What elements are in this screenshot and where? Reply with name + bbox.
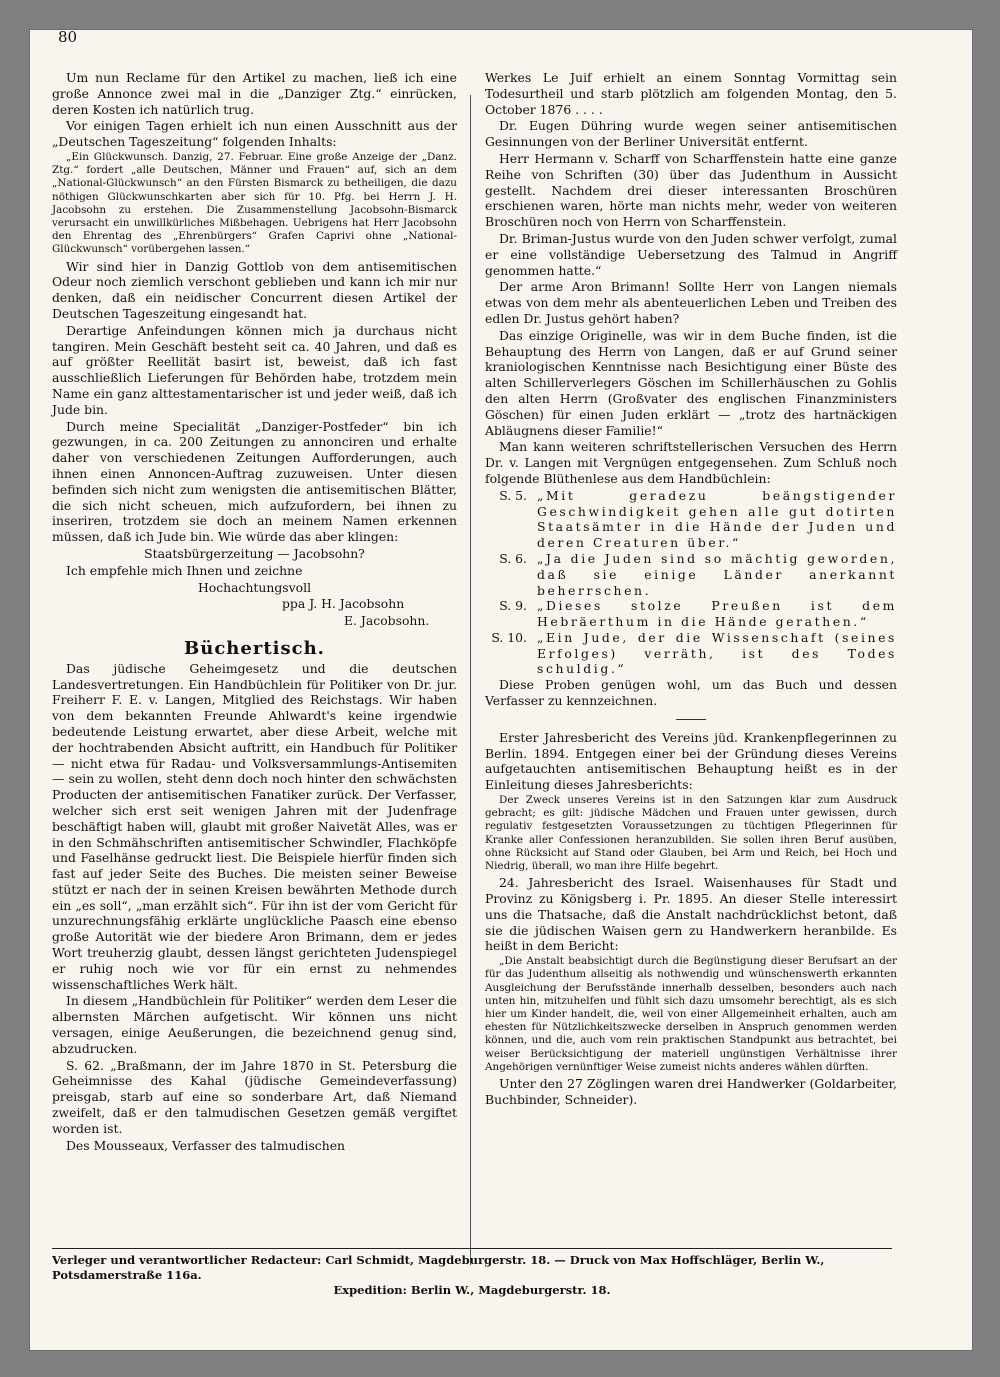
paragraph: Herr Hermann v. Scharff von Scharffenstein hatte eine ganze Reihe von Schriften (30) über das Judenthum in Aussicht gestellt. Nachdem drei dieser interessanten Broschüren erschienen waren, hörte man nichts mehr, weder von weiteren Broschüren noch von Herrn von Scharffenstein. [485, 150, 897, 230]
page-number: 80 [58, 28, 78, 46]
citation-text: „Dieses stolze Preußen ist dem Hebräerthum in die Hände gerathen.“ [537, 598, 897, 630]
paragraph: Das einzige Originelle, was wir in dem Buche finden, ist die Behauptung des Herrn von Langen, daß er auf Grund seiner kraniologischen Kenntnisse nach Besichtigung einer Büste des alten Schillerverlegers Göschen im Schillerhäuschen zu Gohlis den alten Herrn (Großvater des englischen Finanzministers Göschen) für einen Juden erklärt — „trotz des hartnäckigen Abläugnens dieser Familie!“ [485, 327, 897, 438]
paragraph: Vor einigen Tagen erhielt ich nun einen Ausschnitt aus der „Deutschen Tageszeitung“ folgenden Inhalts: [52, 118, 457, 150]
signature: ppa J. H. Jacobsohn [282, 596, 405, 612]
signature: E. Jacobsohn. [344, 613, 430, 629]
citation-label: S. 5. [499, 487, 527, 503]
paragraph: Wir sind hier in Danzig Gottlob von dem antisemitischen Odeur noch ziemlich verschont geblieben und kann ich mir nur denken, daß ein neidischer Concurrent diesen Artikel der Deutschen Tageszeitung eingesandt hat. [52, 258, 457, 321]
paragraph: In diesem „Handbüchlein für Politiker“ werden dem Leser die albernsten Märchen aufgetischt. Wir können uns nicht versagen, einige Aeußerungen, die bezeichnend genug sind, abzudrucken. [52, 993, 457, 1056]
paragraph: 24. Jahresbericht des Israel. Waisenhauses für Stadt und Provinz zu Königsberg i. Pr. 1895. An dieser Stelle interessirt uns die Thatsache, daß die Anstalt nachdrücklichst betont, daß sie die jüdischen Waisen gern zu Handwerkern heranbilde. Es heißt in dem Bericht: [485, 875, 897, 954]
quoted-excerpt: „Die Anstalt beabsichtigt durch die Begünstigung dieser Berufsart an der für das Judenthum allseitig als nothwendig und wünschenswerth erkannten Ausgleichung der Berufsstände innerhalb desselben, besonders auch nach unten hin, mitzuhelfen und fühlt sich dazu umsomehr berechtigt, als es sich hier um Kinder handelt, die, weil von einer Allgemeinheit erhalten, auch am ehesten für Nützlichkeitszwecke derselben in Anspruch genommen werden können, und die, auch vom rein praktischen Standpunkt aus betrachtet, bei weiser Berücksichtigung der materiell ungünstigen Verhältnisse ihrer Angehörigen vernünftiger Weise zumeist nichts anderes wählen dürften. [485, 955, 897, 1073]
imprint-footer [52, 1248, 892, 1298]
citation-item [485, 551, 897, 598]
citation-text: „Mit geradezu beängstigender Geschwindigkeit gehen alle gut dotirten Staatsämter in die Hände der Juden und deren Creaturen über.“ [537, 487, 897, 551]
paragraph: Diese Proben genügen wohl, um das Buch und dessen Verfasser zu kennzeichnen. [485, 677, 897, 709]
citation-item [485, 488, 897, 551]
citation-label: S. 9. [499, 598, 527, 614]
quoted-excerpt: „Ein Glückwunsch. Danzig, 27. Februar. Eine große Anzeige der „Danz. Ztg.“ fordert „alle Deutschen, Männer und Frauen“ auf, sich an dem „National-Glückwunsch“ an den Fürsten Bismarck zu betheiligen, die dazu nöthigen Glückwunschkarten aber sich für 10. Pfg. bei Herrn J. H. Jacobsohn zu erstehen. Die Zusammenstellung Jacobsohn-Bismarck verursacht ein unwillkürliches Mißbehagen. Uebrigens hat Herr Jacobsohn den Ehrentag des „Ehrenbürgers“ Grafen Caprivi ohne „National-Glückwunsch“ vorübergehen lassen.“ [52, 150, 457, 256]
citation-item [485, 598, 897, 630]
paragraph: Durch meine Specialität „Danziger-Postfeder“ bin ich gezwungen, in ca. 200 Zeitungen zu annonciren und erhalte daher von verschiedenen Zeitungen Aufforderungen, auch ihnen einen Annoncen-Auftrag zuzuweisen. Unter diesen befinden sich nicht zum wenigsten die antisemitischen Blätter, die sich nicht scheuen, mich aufzufordern, bei ihnen zu inseriren, trotzdem sie doch an meinem Namen erkennen müssen, daß ich Jude bin. Wie würde das aber klingen: [52, 418, 457, 545]
paragraph: Werkes Le Juif erhielt an einem Sonntag Vormittag sein Todesurtheil und starb plötzlich am folgenden Montag, den 5. October 1876 . . . . [485, 70, 897, 117]
paragraph: S. 62. „Braßmann, der im Jahre 1870 in St. Petersburg die Geheimnisse des Kahal (jüdische Gemeindeverfassung) preisgab, starb auf eine so sonderbare Art, daß Niemand zweifelt, daß er den talmudischen Gesetzen gemäß vergiftet worden ist. [52, 1057, 457, 1136]
closing-line: Hochachtungsvoll [197, 579, 312, 595]
citation-text: „Ja die Juden sind so mächtig geworden, daß sie einige Länder anerkannt beherrschen. [537, 550, 897, 598]
section-heading: Büchertisch. [184, 637, 325, 659]
paragraph: Unter den 27 Zöglingen waren drei Handwerker (Goldarbeiter, Buchbinder, Schneider). [485, 1076, 897, 1107]
citation-label: S. 10. [491, 629, 527, 645]
citation-item [485, 630, 897, 677]
left-column [52, 70, 457, 1154]
paragraph: Der arme Aron Brimann! Sollte Herr von Langen niemals etwas von dem mehr als abenteuerlichen Leben und Treiben des edlen Dr. Justus gehört haben? [485, 279, 897, 326]
paragraph: Man kann weiteren schriftstellerischen Versuchen des Herrn Dr. v. Langen mit Vergnügen entgegensehen. Zum Schluß noch folgende Blüthenlese aus dem Handbüchlein: [485, 439, 897, 486]
paragraph: Erster Jahresbericht des Vereins jüd. Krankenpflegerinnen zu Berlin. 1894. Entgegen einer bei der Gründung dieses Vereins aufgetauchten antisemitischen Behauptung heißt es in der Einleitung dieses Jahresberichts: [485, 729, 897, 793]
paragraph: Dr. Eugen Dühring wurde wegen seiner antisemitischen Gesinnungen von der Berliner Universität entfernt. [485, 118, 897, 150]
closing-line: Staatsbürgerzeitung — Jacobsohn? [144, 545, 365, 561]
section-rule [676, 719, 706, 720]
citation-text: „Ein Jude, der die Wissenschaft (seines Erfolges) verräth, ist des Todes schuldig.“ [537, 629, 897, 677]
imprint-line: Verleger und verantwortlicher Redacteur: Carl Schmidt, Magdeburgerstr. 18. — Druck von Max Hoffschläger, Berlin W., Potsdamerstraße 116a. [52, 1253, 825, 1282]
right-column [485, 70, 897, 1109]
citation-label: S. 6. [499, 550, 527, 566]
paragraph: Dr. Briman-Justus wurde von den Juden schwer verfolgt, zumal er eine vollständige Uebersetzung des Talmud in Angriff genommen hatte.“ [485, 230, 897, 278]
quoted-excerpt: Der Zweck unseres Vereins ist in den Satzungen klar zum Ausdruck gebracht; es gilt: jüdische Mädchen und Frauen unter gewissen, durch regulativ festgesetzten Voraussetzungen zu tüchtigen Pflegerinnen für Kranke aller Confessionen heranzubilden. Sie sollen ihren Beruf ausüben, ohne Rücksicht auf Stand oder Glauben, bei Arm und Reich, bei Hoch und Niedrig, überall, wo man ihre Hilfe begehrt. [485, 794, 897, 873]
paragraph: Derartige Anfeindungen können mich ja durchaus nicht tangiren. Mein Geschäft besteht seit ca. 40 Jahren, und daß es auf größter Reellität basirt ist, beweist, daß ich fast ausschließlich Lieferungen für Behörden habe, trotzdem mein Name ein ganz alttestamentarischer ist und jeder weiß, daß ich Jude bin. [52, 322, 457, 417]
paragraph: Um nun Reclame für den Artikel zu machen, ließ ich eine große Annonce zwei mal in die „Danziger Ztg.“ einrücken, deren Kosten ich natürlich trug. [52, 70, 457, 117]
review-paragraph: Das jüdische Geheimgesetz und die deutschen Landesvertretungen. Ein Handbüchlein für Politiker von Dr. jur. Freiherr F. E. v. Langen, Mitglied des Reichstags. Wir haben von dem bekannten Freunde Ahlwardt's keine irgendwie bedeutende Leistung erwartet, aber diese Arbeit, welche mit der hochtrabenden Absicht auftritt, ein Handbuch für Politiker — nicht etwa für Radau- und Volksversammlungs-Antisemiten — sein zu wollen, steht denn doch noch hinter den schwächsten Producten der antisemitischen Fanatiker zurück. Der Verfasser, welcher sich erst seit wenigen Jahren mit der Judenfrage beschäftigt haben will, glaubt mit großer Naivetät Alles, was er in den Schmähschriften antisemitischer Schwindler, Flachköpfe und Faselhänse gedruckt liest. Die Beispiele hierfür finden sich fast auf jeder Seite des Buches. Die meisten seiner Beweise stützt er nach der in seinen Kreisen bewährten Methode durch ein „es soll“, „man erzählt sich“. Für ihn ist der vom Gericht für unzurechnungsfähig erklärte unglückliche Paasch eine ebenso große Autorität wie der biedere Aron Brimann, dem er jedes Wort treuherzig glaubt, dessen längst gerichteten Judenspiegel er ruhig noch wie vor für ein ernst zu nehmendes wissenschaftliches Werk hält. [52, 660, 457, 992]
closing-line: Ich empfehle mich Ihnen und zeichne [66, 562, 303, 578]
imprint-line: Expedition: Berlin W., Magdeburgerstr. 18. [333, 1283, 611, 1297]
column-divider [470, 95, 471, 1265]
paragraph: Des Mousseaux, Verfasser des talmudischen [66, 1137, 346, 1153]
